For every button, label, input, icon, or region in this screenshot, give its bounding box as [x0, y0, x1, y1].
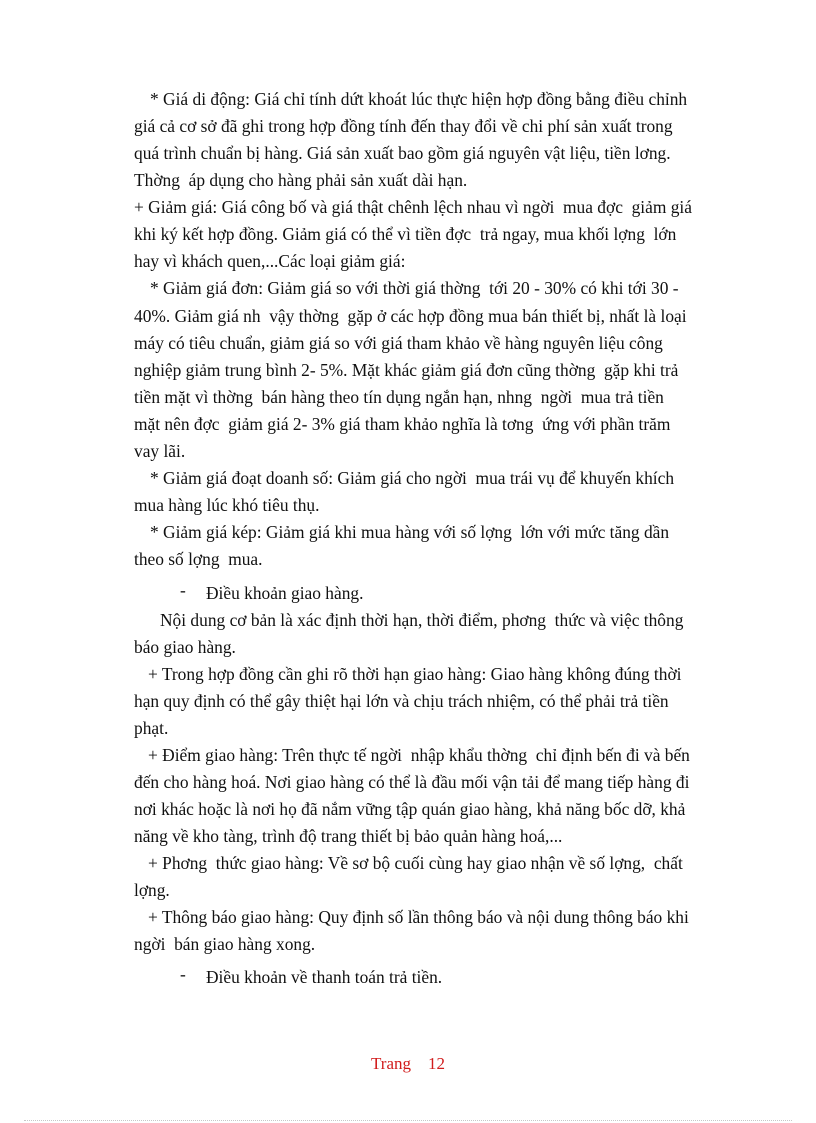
text-line: * Giá di động: Giá chỉ tính dứt khoát lúc thực hiện hợp đồng bằng điều chỉnh [150, 89, 688, 109]
text-line: + Điểm giao hàng: Trên thực tế ngời nhập khẩu thờng chỉ định bến đi và bến [148, 745, 690, 765]
text-line: + Trong hợp đồng cần ghi rõ thời hạn giao hàng: Giao hàng không đúng thời [148, 664, 682, 684]
bullet-dash: - [180, 964, 186, 984]
text-line: khi ký kết hợp đồng. Giảm giá có thể vì tiền đợc trả ngay, mua khối lợng lớn [134, 224, 677, 244]
section-heading: Điều khoản về thanh toán trả tiền. [206, 967, 443, 987]
bullet-dash: - [180, 580, 186, 600]
text-line: báo giao hàng. [134, 637, 236, 657]
text-line: đến cho hàng hoá. Nơi giao hàng có thể là đầu mối vận tải để mang tiếp hàng đi [134, 772, 690, 792]
text-line: giá cả cơ sở đã ghi trong hợp đồng tính đến thay đổi về chi phí sản xuất trong [134, 116, 673, 136]
text-line: * Giảm giá đoạt doanh số: Giảm giá cho ngời mua trái vụ để khuyến khích [150, 468, 675, 488]
text-line: Nội dung cơ bản là xác định thời hạn, thời điểm, phơng thức và việc thông [160, 610, 684, 630]
text-line: nơi khác hoặc là nơi họ đã nắm vững tập quán giao hàng, khả năng bốc dỡ, khả [134, 799, 686, 819]
text-line: mặt nên đợc giảm giá 2- 3% giá tham khảo nghĩa là tơng ứng với phần trăm [134, 414, 671, 434]
text-line: năng về kho tàng, trình độ trang thiết bị bảo quản hàng hoá,... [134, 826, 563, 846]
page-footer [0, 1054, 816, 1074]
page-number: 12 [428, 1054, 445, 1073]
text-line: mua hàng lúc khó tiêu thụ. [134, 495, 320, 515]
page-label: Trang [371, 1054, 411, 1073]
text-line: theo số lợng mua. [134, 549, 263, 569]
text-line: tiền mặt vì thờng bán hàng theo tín dụng ngắn hạn, nhng ngời mua trả tiền [134, 387, 664, 407]
text-line: hay vì khách quen,...Các loại giảm giá: [134, 251, 406, 271]
text-line: 40%. Giảm giá nh vậy thờng gặp ở các hợp đồng mua bán thiết bị, nhất là loại [134, 306, 687, 326]
text-line: lợng. [134, 880, 170, 900]
text-line: phạt. [134, 718, 169, 738]
text-line: * Giảm giá kép: Giảm giá khi mua hàng với số lợng lớn với mức tăng dần [150, 522, 670, 542]
text-line: Thờng áp dụng cho hàng phải sản xuất dài hạn. [134, 170, 468, 190]
text-line: + Giảm giá: Giá công bố và giá thật chênh lệch nhau vì ngời mua đợc giảm giá [134, 197, 692, 217]
text-line: hạn quy định có thể gây thiệt hại lớn và chịu trách nhiệm, có thể phải trả tiền [134, 691, 669, 711]
section-heading: Điều khoản giao hàng. [206, 583, 364, 603]
text-line: ngời bán giao hàng xong. [134, 934, 316, 954]
text-line: máy có tiêu chuẩn, giảm giá so với giá tham khảo về hàng nguyên liệu công [134, 333, 663, 353]
text-line: vay lãi. [134, 441, 186, 461]
text-line: nghiệp giảm trung bình 2- 5%. Mặt khác giảm giá đơn cũng thờng gặp khi trả [134, 360, 679, 380]
page-bottom-divider [24, 1120, 792, 1121]
text-line: * Giảm giá đơn: Giảm giá so với thời giá thờng tới 20 - 30% có khi tới 30 - [150, 278, 679, 298]
text-line: + Phơng thức giao hàng: Về sơ bộ cuối cùng hay giao nhận về số lợng, chất [148, 853, 683, 873]
text-line: + Thông báo giao hàng: Quy định số lần thông báo và nội dung thông báo khi [148, 907, 689, 927]
text-line: quá trình chuẩn bị hàng. Giá sản xuất bao gồm giá nguyên vật liệu, tiền lơng. [134, 143, 671, 163]
